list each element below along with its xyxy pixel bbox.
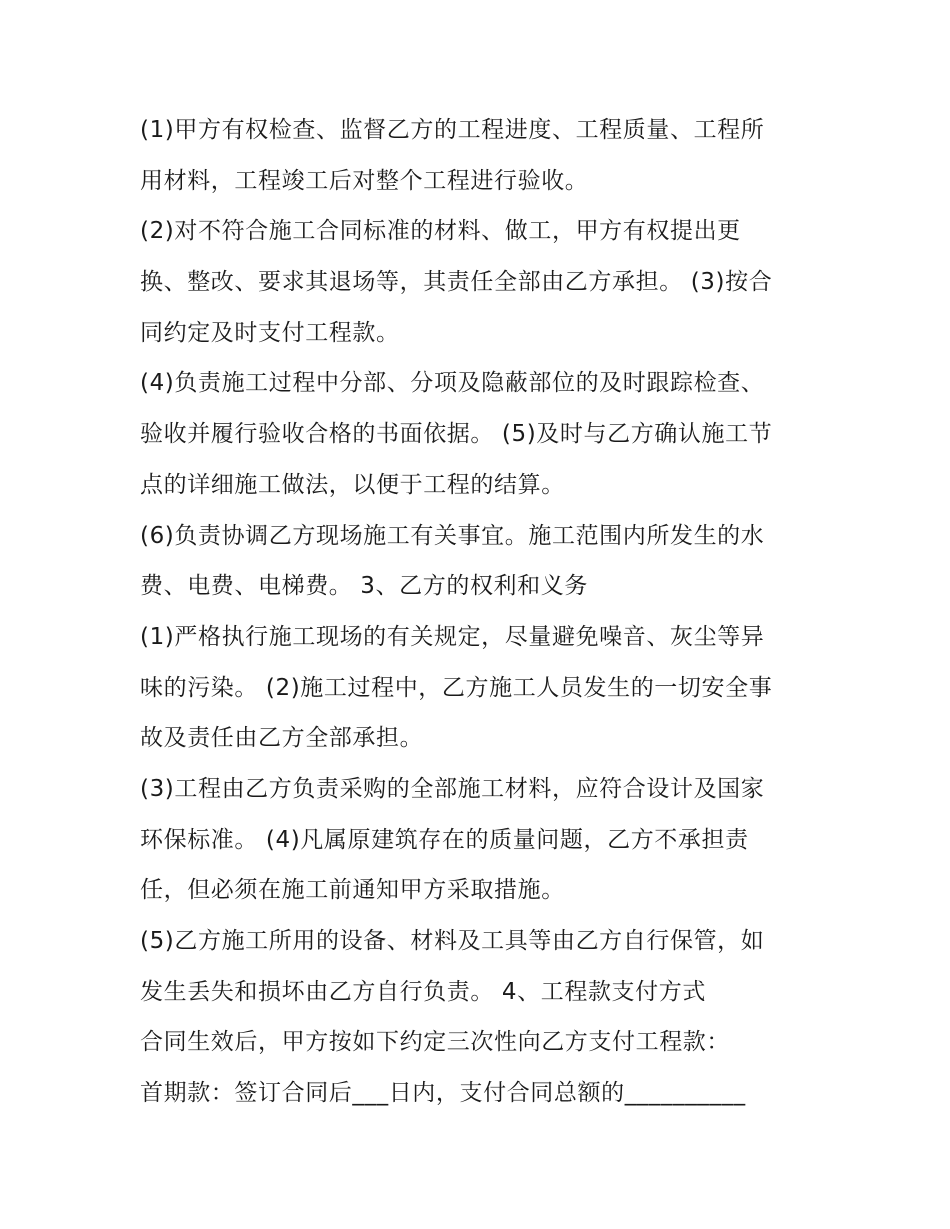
text-line: 任，但必须在施工前通知甲方采取措施。: [140, 877, 565, 904]
text-line: (5)乙方施工所用的设备、材料及工具等由乙方自行保管，如: [140, 928, 765, 954]
text-line: 点的详细施工做法，以便于工程的结算。: [140, 471, 565, 498]
text-line: 换、整改、要求其退场等，其责任全部由乙方承担。 (3)按合: [140, 269, 773, 296]
text-line: (3)工程由乙方负责采购的全部施工材料，应符合设计及国家: [140, 775, 765, 802]
text-line: 同约定及时支付工程款。: [140, 319, 400, 346]
text-line: 首期款：签订合同后___日内，支付合同总额的__________: [140, 1080, 746, 1107]
text-line: 用材料，工程竣工后对整个工程进行验收。: [140, 167, 589, 194]
text-line: (1)甲方有权检查、监督乙方的工程进度、工程质量、工程所: [140, 117, 765, 143]
text-line: 合同生效后，甲方按如下约定三次性向乙方支付工程款：: [140, 1029, 730, 1056]
text-line: (6)负责协调乙方现场施工有关事宜。施工范围内所发生的水: [140, 522, 765, 549]
text-line: 费、电费、电梯费。 3、乙方的权利和义务: [140, 573, 588, 600]
text-line: 味的污染。 (2)施工过程中，乙方施工人员发生的一切安全事: [140, 674, 773, 701]
text-line: (2)对不符合施工合同标准的材料、做工，甲方有权提出更: [140, 218, 741, 245]
text-line: (4)负责施工过程中分部、分项及隐蔽部位的及时跟踪检查、: [140, 370, 765, 397]
document-body: [140, 105, 820, 1119]
text-line: 环保标准。 (4)凡属原建筑存在的质量问题，乙方不承担责: [140, 826, 749, 853]
text-line: (1)严格执行施工现场的有关规定，尽量避免噪音、灰尘等异: [140, 623, 765, 650]
text-line: 故及责任由乙方全部承担。: [140, 725, 424, 752]
text-line: 验收并履行验收合格的书面依据。 (5)及时与乙方确认施工节: [140, 421, 773, 448]
text-line: 发生丢失和损坏由乙方自行负责。 4、工程款支付方式: [140, 978, 706, 1005]
